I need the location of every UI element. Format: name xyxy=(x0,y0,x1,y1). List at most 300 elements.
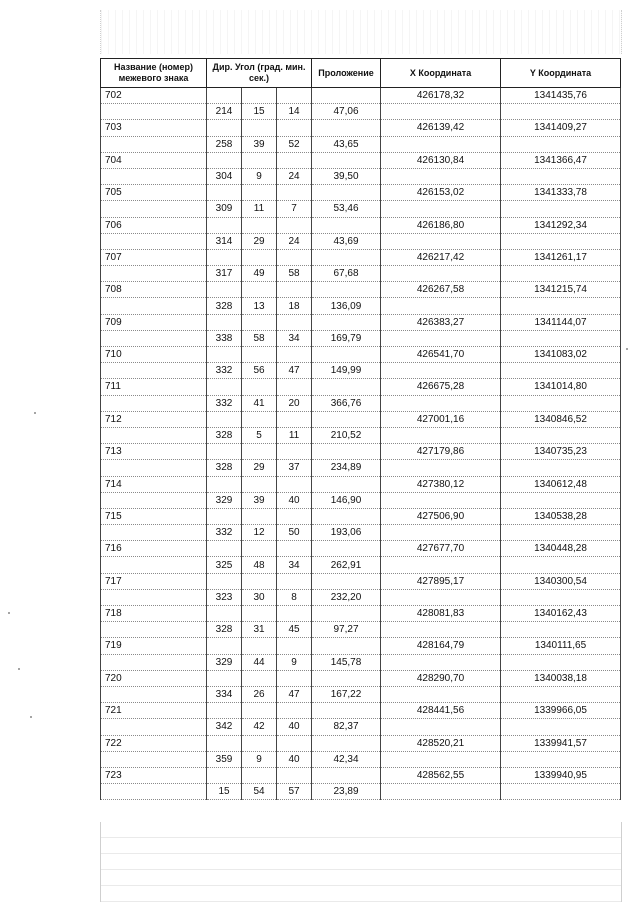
cell-marker-name xyxy=(101,104,207,120)
cell-x-coordinate xyxy=(381,654,501,670)
cell-length xyxy=(312,379,381,395)
cell-length: 210,52 xyxy=(312,427,381,443)
cell-marker-name xyxy=(101,363,207,379)
cell-length xyxy=(312,217,381,233)
cell-length: 167,22 xyxy=(312,686,381,702)
table-row xyxy=(101,767,621,783)
cell-x-coordinate xyxy=(381,622,501,638)
cell-angle-seconds xyxy=(277,217,312,233)
cell-y-coordinate xyxy=(501,492,621,508)
table-row xyxy=(101,201,621,217)
cell-length xyxy=(312,282,381,298)
cell-x-coordinate: 427179,86 xyxy=(381,444,501,460)
cell-x-coordinate: 428520,21 xyxy=(381,735,501,751)
cell-x-coordinate: 426383,27 xyxy=(381,314,501,330)
cell-angle-minutes: 15 xyxy=(242,104,277,120)
cell-marker-name: 705 xyxy=(101,185,207,201)
cell-x-coordinate xyxy=(381,104,501,120)
cell-length xyxy=(312,670,381,686)
cell-angle-minutes: 29 xyxy=(242,460,277,476)
cell-angle-degrees xyxy=(207,217,242,233)
cell-marker-name: 721 xyxy=(101,703,207,719)
cell-x-coordinate: 428164,79 xyxy=(381,638,501,654)
cell-y-coordinate: 1341435,76 xyxy=(501,88,621,104)
cell-angle-seconds xyxy=(277,508,312,524)
cell-angle-seconds: 34 xyxy=(277,557,312,573)
table-row xyxy=(101,152,621,168)
cell-marker-name: 704 xyxy=(101,152,207,168)
table-row xyxy=(101,266,621,282)
cell-angle-degrees: 332 xyxy=(207,395,242,411)
table-row xyxy=(101,282,621,298)
table-row xyxy=(101,314,621,330)
cell-angle-degrees: 338 xyxy=(207,330,242,346)
cell-angle-seconds: 58 xyxy=(277,266,312,282)
cell-angle-degrees: 329 xyxy=(207,492,242,508)
cell-marker-name xyxy=(101,525,207,541)
table-row xyxy=(101,751,621,767)
cell-x-coordinate: 427380,12 xyxy=(381,476,501,492)
cell-angle-seconds: 47 xyxy=(277,686,312,702)
cell-y-coordinate: 1339941,57 xyxy=(501,735,621,751)
table-row xyxy=(101,249,621,265)
table-row xyxy=(101,347,621,363)
cell-y-coordinate: 1340538,28 xyxy=(501,508,621,524)
cell-length xyxy=(312,638,381,654)
cell-angle-minutes xyxy=(242,508,277,524)
cell-length xyxy=(312,347,381,363)
cell-length: 53,46 xyxy=(312,201,381,217)
cell-y-coordinate xyxy=(501,330,621,346)
table-row xyxy=(101,589,621,605)
table-row xyxy=(101,719,621,735)
table-row xyxy=(101,427,621,443)
cell-y-coordinate: 1341083,02 xyxy=(501,347,621,363)
table-row xyxy=(101,686,621,702)
table-row xyxy=(101,168,621,184)
cell-angle-degrees: 329 xyxy=(207,654,242,670)
cell-marker-name xyxy=(101,201,207,217)
cell-angle-degrees xyxy=(207,88,242,104)
cell-angle-seconds xyxy=(277,88,312,104)
cell-length: 232,20 xyxy=(312,589,381,605)
cell-marker-name: 708 xyxy=(101,282,207,298)
header-y: Y Координата xyxy=(501,59,621,88)
cell-x-coordinate xyxy=(381,589,501,605)
boundary-coordinates-table xyxy=(100,58,621,800)
cell-x-coordinate xyxy=(381,233,501,249)
cell-x-coordinate xyxy=(381,168,501,184)
cell-angle-seconds xyxy=(277,120,312,136)
cell-marker-name xyxy=(101,395,207,411)
cell-angle-degrees: 328 xyxy=(207,298,242,314)
cell-angle-seconds: 37 xyxy=(277,460,312,476)
cell-marker-name xyxy=(101,686,207,702)
cell-angle-degrees: 328 xyxy=(207,622,242,638)
cell-y-coordinate xyxy=(501,654,621,670)
cell-x-coordinate xyxy=(381,201,501,217)
cell-angle-seconds xyxy=(277,347,312,363)
cell-y-coordinate xyxy=(501,266,621,282)
cell-y-coordinate xyxy=(501,751,621,767)
cell-marker-name: 715 xyxy=(101,508,207,524)
cell-angle-minutes: 30 xyxy=(242,589,277,605)
table-row xyxy=(101,541,621,557)
cell-marker-name: 716 xyxy=(101,541,207,557)
cell-y-coordinate: 1341261,17 xyxy=(501,249,621,265)
cell-y-coordinate: 1340111,65 xyxy=(501,638,621,654)
cell-y-coordinate xyxy=(501,136,621,152)
cell-angle-minutes: 56 xyxy=(242,363,277,379)
cell-angle-minutes xyxy=(242,314,277,330)
cell-y-coordinate xyxy=(501,363,621,379)
header-angle: Дир. Угол (град. мин. сек.) xyxy=(207,59,312,88)
cell-length: 82,37 xyxy=(312,719,381,735)
cell-x-coordinate xyxy=(381,330,501,346)
cell-length xyxy=(312,314,381,330)
table-row xyxy=(101,476,621,492)
table-row xyxy=(101,525,621,541)
cell-angle-seconds xyxy=(277,152,312,168)
cell-angle-degrees xyxy=(207,573,242,589)
cell-angle-minutes xyxy=(242,88,277,104)
table-row xyxy=(101,784,621,800)
cell-length: 47,06 xyxy=(312,104,381,120)
cell-angle-minutes xyxy=(242,411,277,427)
cell-length: 145,78 xyxy=(312,654,381,670)
cell-angle-minutes: 42 xyxy=(242,719,277,735)
cell-y-coordinate xyxy=(501,557,621,573)
cell-length xyxy=(312,508,381,524)
cell-length: 366,76 xyxy=(312,395,381,411)
cell-y-coordinate xyxy=(501,395,621,411)
cell-angle-degrees: 332 xyxy=(207,525,242,541)
cell-angle-seconds xyxy=(277,638,312,654)
cell-angle-seconds: 24 xyxy=(277,168,312,184)
cell-y-coordinate: 1339940,95 xyxy=(501,767,621,783)
cell-angle-seconds xyxy=(277,379,312,395)
cell-length: 23,89 xyxy=(312,784,381,800)
cell-length xyxy=(312,541,381,557)
cell-angle-seconds xyxy=(277,314,312,330)
cell-angle-minutes xyxy=(242,703,277,719)
cell-length: 262,91 xyxy=(312,557,381,573)
cell-angle-seconds: 7 xyxy=(277,201,312,217)
cell-marker-name: 719 xyxy=(101,638,207,654)
cell-angle-seconds: 40 xyxy=(277,751,312,767)
cell-angle-degrees: 332 xyxy=(207,363,242,379)
table-row xyxy=(101,411,621,427)
cell-angle-minutes: 44 xyxy=(242,654,277,670)
table-row xyxy=(101,363,621,379)
cell-x-coordinate: 428290,70 xyxy=(381,670,501,686)
cell-length xyxy=(312,444,381,460)
cell-angle-minutes: 41 xyxy=(242,395,277,411)
table-row xyxy=(101,185,621,201)
cell-y-coordinate: 1341366,47 xyxy=(501,152,621,168)
cell-angle-seconds xyxy=(277,573,312,589)
cell-angle-seconds: 11 xyxy=(277,427,312,443)
cell-y-coordinate xyxy=(501,233,621,249)
cell-marker-name: 718 xyxy=(101,606,207,622)
cell-angle-degrees xyxy=(207,379,242,395)
cell-angle-degrees: 317 xyxy=(207,266,242,282)
cell-marker-name xyxy=(101,622,207,638)
cell-marker-name: 710 xyxy=(101,347,207,363)
table-row xyxy=(101,703,621,719)
faint-bleedthrough-header xyxy=(100,10,622,54)
cell-length xyxy=(312,152,381,168)
cell-marker-name xyxy=(101,266,207,282)
cell-angle-degrees xyxy=(207,282,242,298)
cell-x-coordinate: 428441,56 xyxy=(381,703,501,719)
cell-angle-degrees xyxy=(207,476,242,492)
cell-x-coordinate: 427677,70 xyxy=(381,541,501,557)
cell-length xyxy=(312,476,381,492)
cell-angle-minutes xyxy=(242,249,277,265)
cell-angle-minutes: 12 xyxy=(242,525,277,541)
cell-angle-seconds: 9 xyxy=(277,654,312,670)
table-body xyxy=(101,88,621,800)
cell-length: 97,27 xyxy=(312,622,381,638)
cell-y-coordinate xyxy=(501,719,621,735)
cell-y-coordinate: 1340448,28 xyxy=(501,541,621,557)
cell-y-coordinate xyxy=(501,784,621,800)
cell-angle-seconds: 40 xyxy=(277,719,312,735)
cell-angle-seconds: 18 xyxy=(277,298,312,314)
cell-y-coordinate xyxy=(501,201,621,217)
cell-length xyxy=(312,606,381,622)
cell-angle-seconds xyxy=(277,606,312,622)
cell-angle-seconds: 24 xyxy=(277,233,312,249)
cell-angle-degrees xyxy=(207,120,242,136)
cell-y-coordinate xyxy=(501,168,621,184)
cell-angle-degrees xyxy=(207,152,242,168)
cell-marker-name: 707 xyxy=(101,249,207,265)
cell-length xyxy=(312,411,381,427)
cell-y-coordinate: 1340846,52 xyxy=(501,411,621,427)
cell-angle-minutes xyxy=(242,217,277,233)
cell-length: 146,90 xyxy=(312,492,381,508)
cell-marker-name xyxy=(101,557,207,573)
table-row xyxy=(101,217,621,233)
cell-y-coordinate xyxy=(501,589,621,605)
table-row xyxy=(101,670,621,686)
cell-length xyxy=(312,88,381,104)
table-header-row xyxy=(101,59,621,88)
cell-angle-degrees: 314 xyxy=(207,233,242,249)
cell-y-coordinate xyxy=(501,427,621,443)
cell-length: 43,65 xyxy=(312,136,381,152)
cell-angle-minutes: 39 xyxy=(242,492,277,508)
cell-marker-name: 702 xyxy=(101,88,207,104)
cell-angle-seconds: 57 xyxy=(277,784,312,800)
cell-marker-name: 712 xyxy=(101,411,207,427)
scan-speck xyxy=(626,348,628,350)
cell-x-coordinate xyxy=(381,266,501,282)
cell-angle-degrees xyxy=(207,314,242,330)
cell-x-coordinate: 426186,80 xyxy=(381,217,501,233)
cell-angle-degrees xyxy=(207,767,242,783)
table-row xyxy=(101,735,621,751)
table-row xyxy=(101,622,621,638)
cell-marker-name: 723 xyxy=(101,767,207,783)
cell-angle-minutes: 13 xyxy=(242,298,277,314)
cell-angle-degrees: 325 xyxy=(207,557,242,573)
cell-angle-degrees xyxy=(207,638,242,654)
cell-angle-minutes: 26 xyxy=(242,686,277,702)
cell-marker-name xyxy=(101,784,207,800)
table-row xyxy=(101,654,621,670)
table-row xyxy=(101,136,621,152)
cell-x-coordinate xyxy=(381,136,501,152)
cell-angle-seconds: 14 xyxy=(277,104,312,120)
cell-angle-seconds xyxy=(277,249,312,265)
cell-length xyxy=(312,573,381,589)
cell-x-coordinate: 427895,17 xyxy=(381,573,501,589)
cell-angle-degrees: 328 xyxy=(207,460,242,476)
cell-x-coordinate xyxy=(381,751,501,767)
cell-y-coordinate: 1339966,05 xyxy=(501,703,621,719)
cell-y-coordinate xyxy=(501,298,621,314)
cell-x-coordinate xyxy=(381,363,501,379)
cell-angle-degrees xyxy=(207,703,242,719)
cell-angle-minutes: 31 xyxy=(242,622,277,638)
cell-x-coordinate: 427506,90 xyxy=(381,508,501,524)
cell-angle-minutes xyxy=(242,379,277,395)
cell-y-coordinate: 1340038,18 xyxy=(501,670,621,686)
cell-angle-minutes xyxy=(242,573,277,589)
cell-marker-name xyxy=(101,492,207,508)
table-row xyxy=(101,395,621,411)
cell-length xyxy=(312,703,381,719)
cell-y-coordinate: 1341014,80 xyxy=(501,379,621,395)
cell-angle-minutes xyxy=(242,152,277,168)
cell-x-coordinate: 427001,16 xyxy=(381,411,501,427)
table-row xyxy=(101,638,621,654)
cell-angle-minutes: 5 xyxy=(242,427,277,443)
table-row xyxy=(101,444,621,460)
scan-speck xyxy=(30,716,32,718)
cell-marker-name: 709 xyxy=(101,314,207,330)
cell-length xyxy=(312,735,381,751)
cell-angle-minutes xyxy=(242,541,277,557)
cell-angle-seconds xyxy=(277,185,312,201)
cell-angle-minutes xyxy=(242,638,277,654)
cell-y-coordinate: 1341409,27 xyxy=(501,120,621,136)
cell-angle-degrees: 328 xyxy=(207,427,242,443)
cell-marker-name xyxy=(101,168,207,184)
cell-y-coordinate: 1340162,43 xyxy=(501,606,621,622)
cell-angle-degrees: 334 xyxy=(207,686,242,702)
cell-length: 149,99 xyxy=(312,363,381,379)
cell-angle-minutes: 48 xyxy=(242,557,277,573)
cell-angle-minutes: 39 xyxy=(242,136,277,152)
cell-angle-minutes xyxy=(242,282,277,298)
cell-y-coordinate xyxy=(501,686,621,702)
cell-marker-name xyxy=(101,751,207,767)
cell-angle-degrees: 359 xyxy=(207,751,242,767)
cell-x-coordinate: 426675,28 xyxy=(381,379,501,395)
cell-y-coordinate: 1340612,48 xyxy=(501,476,621,492)
scan-speck xyxy=(8,612,10,614)
cell-x-coordinate: 426267,58 xyxy=(381,282,501,298)
cell-angle-minutes: 54 xyxy=(242,784,277,800)
table-row xyxy=(101,88,621,104)
table-row xyxy=(101,508,621,524)
cell-angle-degrees xyxy=(207,411,242,427)
cell-angle-degrees xyxy=(207,444,242,460)
table-row xyxy=(101,330,621,346)
cell-x-coordinate: 428562,55 xyxy=(381,767,501,783)
cell-angle-seconds xyxy=(277,411,312,427)
cell-marker-name: 703 xyxy=(101,120,207,136)
cell-y-coordinate xyxy=(501,104,621,120)
cell-angle-seconds: 52 xyxy=(277,136,312,152)
cell-length: 234,89 xyxy=(312,460,381,476)
cell-x-coordinate xyxy=(381,686,501,702)
cell-marker-name: 720 xyxy=(101,670,207,686)
table-row xyxy=(101,379,621,395)
cell-angle-seconds xyxy=(277,670,312,686)
cell-angle-degrees xyxy=(207,735,242,751)
cell-x-coordinate xyxy=(381,719,501,735)
cell-x-coordinate xyxy=(381,492,501,508)
scan-speck xyxy=(34,412,36,414)
cell-x-coordinate: 426130,84 xyxy=(381,152,501,168)
cell-marker-name: 722 xyxy=(101,735,207,751)
cell-angle-degrees: 309 xyxy=(207,201,242,217)
cell-angle-minutes xyxy=(242,670,277,686)
cell-length: 67,68 xyxy=(312,266,381,282)
cell-y-coordinate: 1340300,54 xyxy=(501,573,621,589)
cell-angle-seconds: 45 xyxy=(277,622,312,638)
cell-angle-minutes: 49 xyxy=(242,266,277,282)
cell-angle-minutes xyxy=(242,476,277,492)
cell-x-coordinate: 426541,70 xyxy=(381,347,501,363)
cell-y-coordinate xyxy=(501,460,621,476)
cell-length: 169,79 xyxy=(312,330,381,346)
cell-angle-seconds: 34 xyxy=(277,330,312,346)
cell-marker-name: 717 xyxy=(101,573,207,589)
cell-angle-seconds xyxy=(277,541,312,557)
cell-angle-minutes xyxy=(242,735,277,751)
cell-marker-name xyxy=(101,298,207,314)
header-length: Проложение xyxy=(312,59,381,88)
cell-x-coordinate xyxy=(381,298,501,314)
cell-angle-degrees: 304 xyxy=(207,168,242,184)
header-name: Название (номер) межевого знака xyxy=(101,59,207,88)
cell-angle-degrees xyxy=(207,670,242,686)
cell-angle-degrees: 342 xyxy=(207,719,242,735)
cell-marker-name xyxy=(101,330,207,346)
cell-x-coordinate: 426178,32 xyxy=(381,88,501,104)
cell-angle-degrees xyxy=(207,541,242,557)
cell-angle-minutes xyxy=(242,767,277,783)
cell-angle-minutes: 29 xyxy=(242,233,277,249)
cell-marker-name xyxy=(101,233,207,249)
cell-angle-minutes xyxy=(242,120,277,136)
cell-x-coordinate: 426139,42 xyxy=(381,120,501,136)
cell-y-coordinate: 1341144,07 xyxy=(501,314,621,330)
cell-angle-degrees: 323 xyxy=(207,589,242,605)
table-row xyxy=(101,120,621,136)
cell-angle-seconds: 8 xyxy=(277,589,312,605)
cell-marker-name: 706 xyxy=(101,217,207,233)
cell-angle-seconds xyxy=(277,282,312,298)
cell-angle-minutes: 58 xyxy=(242,330,277,346)
cell-angle-seconds xyxy=(277,735,312,751)
